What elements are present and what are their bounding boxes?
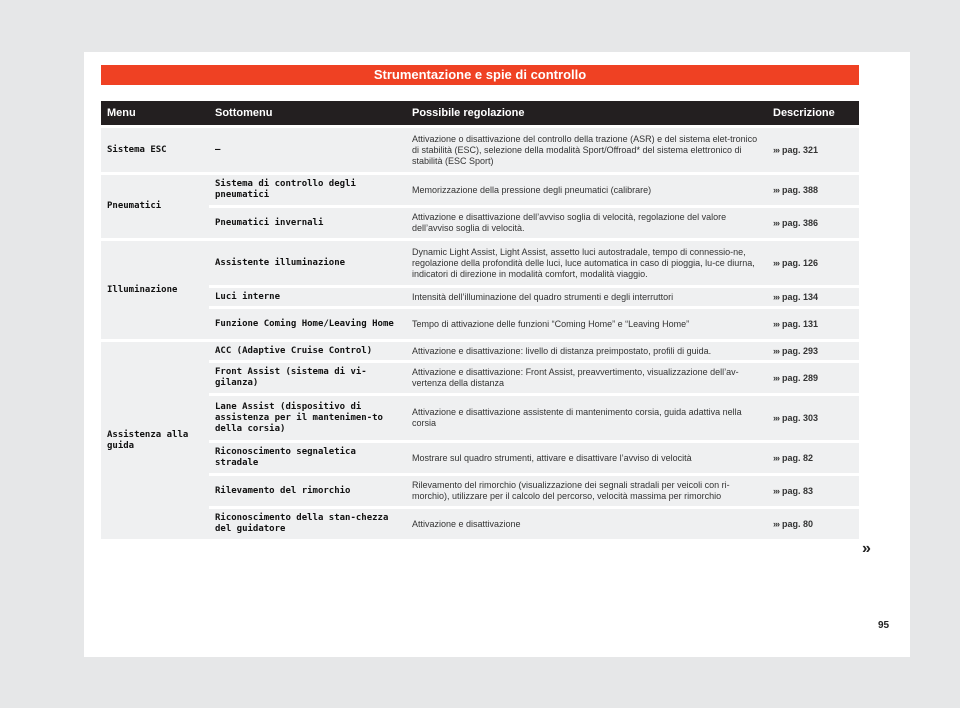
page-ref: pag. 293 [782, 345, 819, 356]
page-ref-cell[interactable] [767, 363, 859, 393]
page-ref-cell[interactable] [767, 476, 859, 506]
page-ref-cell[interactable] [767, 443, 859, 473]
page-ref-cell[interactable] [767, 342, 859, 360]
submenu-cell: Lane Assist (dispositivo di assistenza per il mantenimen-to della corsia) [209, 396, 406, 440]
page-ref-cell[interactable] [767, 241, 859, 285]
arrow-icon: ››› [773, 345, 779, 356]
page-ref-cell[interactable] [767, 309, 859, 339]
arrow-icon: ››› [773, 485, 779, 496]
setting-cell: Dynamic Light Assist, Light Assist, assetto luci autostradale, tempo di connessio-ne, regolazione della profondità delle luci, luce automatica in caso di pioggia, lu-ce diurna, indicatori di direzione in modalità comfort, modalità viaggio. [406, 241, 767, 285]
setting-cell: Memorizzazione della pressione degli pneumatici (calibrare) [406, 175, 767, 205]
arrow-icon: ››› [773, 217, 779, 228]
page-ref: pag. 386 [782, 217, 819, 228]
submenu-cell: ACC (Adaptive Cruise Control) [209, 342, 406, 360]
page-ref-cell[interactable] [767, 208, 859, 238]
table-row [101, 342, 859, 360]
arrow-icon: ››› [773, 144, 779, 155]
menu-cell: Sistema ESC [101, 128, 209, 172]
setting-cell: Mostrare sul quadro strumenti, attivare e disattivare l’avviso di velocità [406, 443, 767, 473]
submenu-cell: Pneumatici invernali [209, 208, 406, 238]
submenu-cell: Sistema di controllo degli pneumatici [209, 175, 406, 205]
submenu-cell: Riconoscimento segnaletica stradale [209, 443, 406, 473]
menu-cell: Illuminazione [101, 241, 209, 339]
setting-cell: Intensità dell’illuminazione del quadro strumenti e degli interruttori [406, 288, 767, 306]
col-header-menu: Menu [101, 101, 209, 125]
page-number: 95 [878, 620, 890, 631]
page-ref: pag. 82 [782, 452, 814, 463]
page-ref-cell[interactable] [767, 128, 859, 172]
setting-cell: Attivazione e disattivazione: livello di distanza preimpostato, profili di guida. [406, 342, 767, 360]
arrow-icon: ››› [773, 257, 779, 268]
page-ref: pag. 289 [782, 372, 819, 383]
submenu-cell: Luci interne [209, 288, 406, 306]
table-row [101, 175, 859, 205]
arrow-icon: ››› [773, 291, 779, 302]
page-ref-cell[interactable] [767, 396, 859, 440]
setting-cell: Attivazione e disattivazione: Front Assist, preavvertimento, visualizzazione dell’av-vertenza della distanza [406, 363, 767, 393]
arrow-icon: ››› [773, 318, 779, 329]
section-title: Strumentazione e spie di controllo [373, 67, 587, 82]
table-row [101, 309, 859, 339]
setting-cell: Rilevamento del rimorchio (visualizzazione dei segnali stradali per veicoli con ri-morchio), utilizzare per il calcolo del percorso, velocità massima per rimorchio [406, 476, 767, 506]
submenu-cell: Front Assist (sistema di vi-gilanza) [209, 363, 406, 393]
table-row [101, 476, 859, 506]
continue-icon: » [862, 540, 871, 557]
arrow-icon: ››› [773, 372, 779, 383]
table-row [101, 509, 859, 539]
page-ref-cell[interactable] [767, 509, 859, 539]
table-row [101, 396, 859, 440]
submenu-cell: Funzione Coming Home/Leaving Home [209, 309, 406, 339]
setting-cell: Attivazione e disattivazione assistente di mantenimento corsia, guida adattiva nella corsia [406, 396, 767, 440]
table-row [101, 241, 859, 285]
table-row [101, 363, 859, 393]
submenu-cell: – [209, 128, 406, 172]
page-ref: pag. 126 [782, 257, 819, 268]
table-row [101, 208, 859, 238]
page-ref: pag. 134 [782, 291, 819, 302]
setting-cell: Attivazione o disattivazione del controllo della trazione (ASR) e del sistema elet-tronico di stabilità (ESC), selezione della modalità Sport/Offroad* del sistema elettronico di stabilità (ESC Sport) [406, 128, 767, 172]
setting-cell: Tempo di attivazione delle funzioni “Coming Home” e “Leaving Home” [406, 309, 767, 339]
submenu-cell: Riconoscimento della stan-chezza del guidatore [209, 509, 406, 539]
col-header-description: Descrizione [767, 101, 859, 125]
page-ref: pag. 388 [782, 184, 819, 195]
settings-table [101, 98, 859, 542]
arrow-icon: ››› [773, 452, 779, 463]
table-header-row [101, 101, 859, 125]
setting-cell: Attivazione e disattivazione dell’avviso soglia di velocità, regolazione del valore dell’avviso soglia di velocità. [406, 208, 767, 238]
arrow-icon: ››› [773, 184, 779, 195]
submenu-cell: Rilevamento del rimorchio [209, 476, 406, 506]
section-header [101, 65, 859, 85]
menu-cell: Pneumatici [101, 175, 209, 238]
setting-cell: Attivazione e disattivazione [406, 509, 767, 539]
page-ref: pag. 83 [782, 485, 814, 496]
arrow-icon: ››› [773, 412, 779, 423]
page-ref: pag. 80 [782, 518, 814, 529]
menu-cell: Assistenza alla guida [101, 342, 209, 539]
submenu-cell: Assistente illuminazione [209, 241, 406, 285]
page-ref-cell[interactable] [767, 175, 859, 205]
arrow-icon: ››› [773, 518, 779, 529]
col-header-setting: Possibile regolazione [406, 101, 767, 125]
page-ref: pag. 321 [782, 144, 819, 155]
table-row [101, 288, 859, 306]
col-header-submenu: Sottomenu [209, 101, 406, 125]
page-ref: pag. 131 [782, 318, 819, 329]
page-ref-cell[interactable] [767, 288, 859, 306]
table-row [101, 128, 859, 172]
table-row [101, 443, 859, 473]
page-ref: pag. 303 [782, 412, 819, 423]
